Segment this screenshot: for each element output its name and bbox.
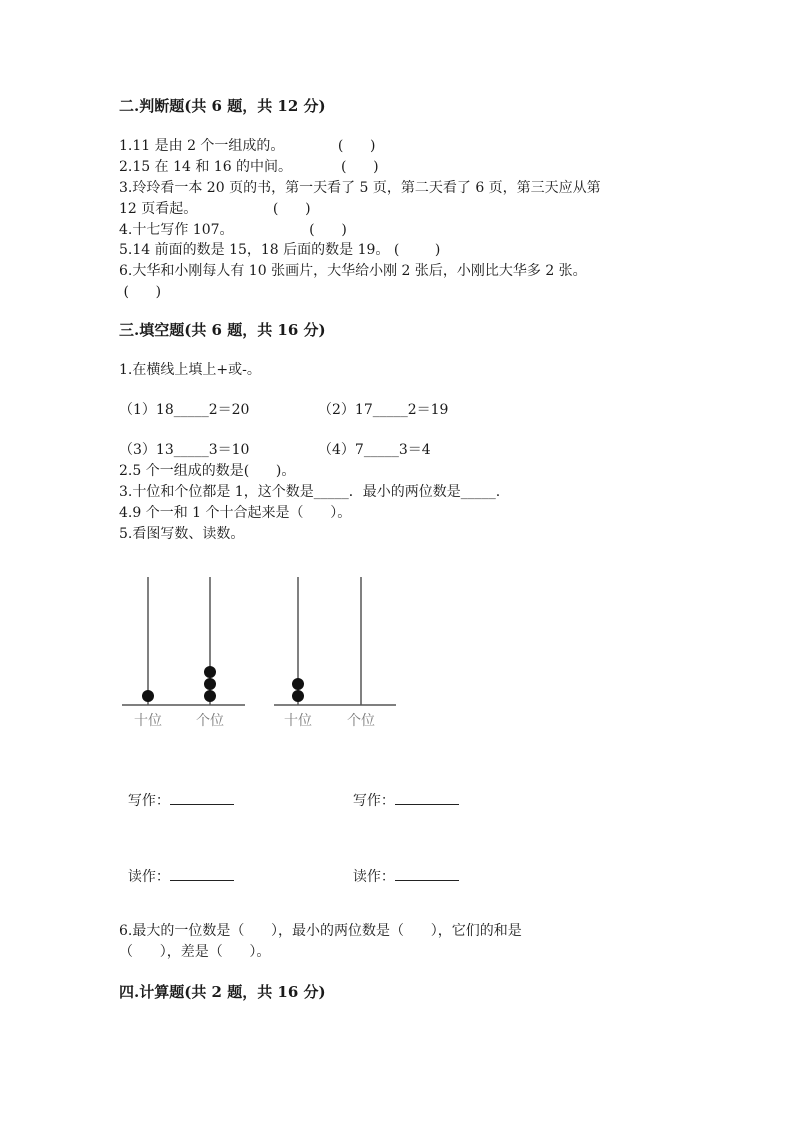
judge-q6-line1: 6.大华和小刚每人有 10 张画片，大华给小刚 2 张后，小刚比大华多 2 张。 xyxy=(119,263,587,279)
read-blank-2[interactable] xyxy=(395,866,459,881)
abacus-2-tens-bead xyxy=(292,690,304,702)
abacus-1-tens-label: 十位 xyxy=(134,713,162,729)
abacus-1-ones-bead xyxy=(204,666,216,678)
judge-q5: 5.14 前面的数是 15，18 后面的数是 19。 ( ) xyxy=(119,242,441,258)
write-label-2: 写作： xyxy=(352,793,395,809)
judge-q4: 4.十七写作 107。 ( ) xyxy=(119,222,347,238)
section3-heading: 三.填空题(共 6 题，共 16 分) xyxy=(119,321,326,339)
fill-q4: 4.9 个一和 1 个十合起来是（ ）。 xyxy=(119,505,352,521)
fill-q1-item4: （4）7_____3＝4 xyxy=(318,442,431,458)
read-label-2: 读作： xyxy=(352,869,395,885)
judge-q2: 2.15 在 14 和 16 的中间。 ( ) xyxy=(119,159,379,175)
abacus-2-ones-label: 个位 xyxy=(347,713,375,729)
abacus-1-tens-bead xyxy=(142,690,154,702)
section4-heading: 四.计算题(共 2 题，共 16 分) xyxy=(119,983,326,1001)
section2-heading: 二.判断题(共 6 题，共 12 分) xyxy=(119,97,326,115)
judge-q6-line2: ( ) xyxy=(119,284,162,300)
abacus-1-ones-bead xyxy=(204,678,216,690)
abacus-1-ones-label: 个位 xyxy=(196,713,224,729)
abacus-2 xyxy=(272,575,402,735)
fill-q3: 3.十位和个位都是 1，这个数是_____．最小的两位数是_____. xyxy=(119,484,501,500)
fill-q1: 1.在横线上填上+或-。 xyxy=(119,362,261,378)
write-row-2 xyxy=(344,770,459,811)
judge-q3-line1: 3.玲玲看一本 20 页的书，第一天看了 5 页，第二天看了 6 页，第三天应从第 xyxy=(119,180,601,196)
read-row-2 xyxy=(344,846,459,887)
abacus-2-tens-bead xyxy=(292,678,304,690)
abacus-1 xyxy=(120,575,250,735)
fill-q6-line2: （ ），差是（ ）。 xyxy=(119,944,271,960)
write-blank-1[interactable] xyxy=(170,790,234,805)
fill-q5: 5.看图写数、读数。 xyxy=(119,526,245,542)
fill-q1-item1: （1）18_____2＝20 xyxy=(119,402,250,418)
abacus-1-ones-bead xyxy=(204,690,216,702)
abacus-2-tens-label: 十位 xyxy=(284,713,312,729)
write-row-1 xyxy=(119,770,234,811)
fill-q2: 2.5 个一组成的数是( )。 xyxy=(119,463,296,479)
read-label-1: 读作： xyxy=(127,869,170,885)
read-row-1 xyxy=(119,846,234,887)
judge-q1: 1.11 是由 2 个一组成的。 ( ) xyxy=(119,138,376,154)
judge-q3-line2: 12 页看起。 ( ) xyxy=(119,201,311,217)
write-label-1: 写作： xyxy=(127,793,170,809)
fill-q6-line1: 6.最大的一位数是（ ），最小的两位数是（ ），它们的和是 xyxy=(119,923,522,939)
fill-q1-item2: （2）17_____2＝19 xyxy=(318,402,449,418)
write-blank-2[interactable] xyxy=(395,790,459,805)
read-blank-1[interactable] xyxy=(170,866,234,881)
fill-q1-item3: （3）13_____3＝10 xyxy=(119,442,250,458)
